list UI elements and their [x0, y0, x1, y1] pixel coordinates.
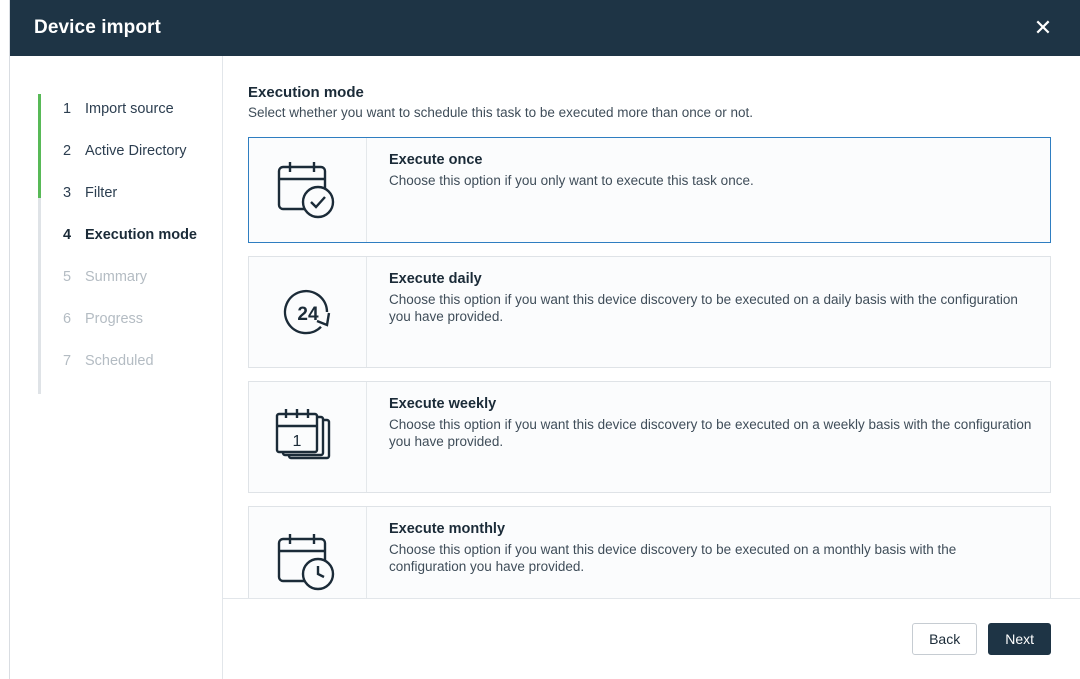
option-text — [367, 507, 1050, 598]
sidebar-item-scheduled — [38, 340, 222, 382]
step-label: Summary — [85, 269, 148, 285]
clock-24-icon — [249, 257, 367, 367]
option-execute-monthly[interactable] — [248, 506, 1051, 598]
wizard-content — [223, 56, 1080, 679]
dialog-header — [10, 0, 1080, 56]
option-execute-weekly[interactable] — [248, 381, 1051, 493]
option-execute-once[interactable] — [248, 137, 1051, 243]
step-label: Active Directory — [85, 143, 187, 159]
svg-text:1: 1 — [292, 433, 301, 450]
step-number: 7 — [63, 353, 72, 369]
calendar-check-icon — [249, 138, 367, 242]
wizard-steps — [10, 88, 222, 382]
option-title: Execute daily — [389, 271, 482, 287]
option-title: Execute once — [389, 152, 483, 168]
sidebar-item-summary — [38, 256, 222, 298]
option-title: Execute weekly — [389, 396, 497, 412]
option-title: Execute monthly — [389, 521, 506, 537]
step-label: Execution mode — [85, 227, 197, 243]
option-execute-daily[interactable] — [248, 256, 1051, 368]
option-description: Choose this option if you want this device discovery to be executed on a monthly basis with the configuration you have provided. — [389, 542, 957, 574]
dialog-title: Device import — [34, 17, 161, 38]
sidebar-item-execution-mode[interactable] — [38, 214, 222, 256]
back-button[interactable]: Back — [912, 623, 977, 655]
dialog-footer — [223, 598, 1080, 679]
step-number: 4 — [63, 227, 72, 243]
step-number: 2 — [63, 143, 72, 159]
next-button[interactable]: Next — [988, 623, 1051, 655]
wizard-sidebar — [10, 56, 223, 679]
option-description: Choose this option if you want this device discovery to be executed on a daily basis with the configuration you have provided. — [389, 292, 1018, 324]
sidebar-item-active-directory[interactable] — [38, 130, 222, 172]
device-import-dialog — [10, 0, 1080, 679]
svg-text:24: 24 — [296, 304, 319, 325]
option-text — [367, 138, 1050, 242]
sidebar-item-import-source[interactable] — [38, 88, 222, 130]
page-title: Execution mode — [248, 84, 364, 101]
sidebar-item-filter[interactable] — [38, 172, 222, 214]
step-number: 1 — [63, 101, 72, 117]
step-rail-progress — [38, 94, 41, 198]
page-subtitle: Select whether you want to schedule this task to be executed more than once or not. — [248, 105, 754, 120]
sidebar-item-progress — [38, 298, 222, 340]
step-label: Filter — [85, 185, 118, 201]
step-number: 6 — [63, 311, 72, 327]
option-description: Choose this option if you only want to execute this task once. — [389, 173, 754, 188]
option-text — [367, 382, 1050, 492]
option-description: Choose this option if you want this device discovery to be executed on a weekly basis with the configuration you have provided. — [389, 417, 1032, 449]
option-text — [367, 257, 1050, 367]
step-label: Scheduled — [85, 353, 154, 369]
calendar-stack-icon — [249, 382, 367, 492]
dialog-body — [10, 56, 1080, 679]
calendar-clock-icon — [249, 507, 367, 598]
close-icon[interactable]: ✕ — [1028, 13, 1058, 43]
step-number: 3 — [63, 185, 72, 201]
step-label: Progress — [85, 311, 144, 327]
step-label: Import source — [85, 101, 174, 117]
step-number: 5 — [63, 269, 72, 285]
content-area — [223, 56, 1080, 598]
